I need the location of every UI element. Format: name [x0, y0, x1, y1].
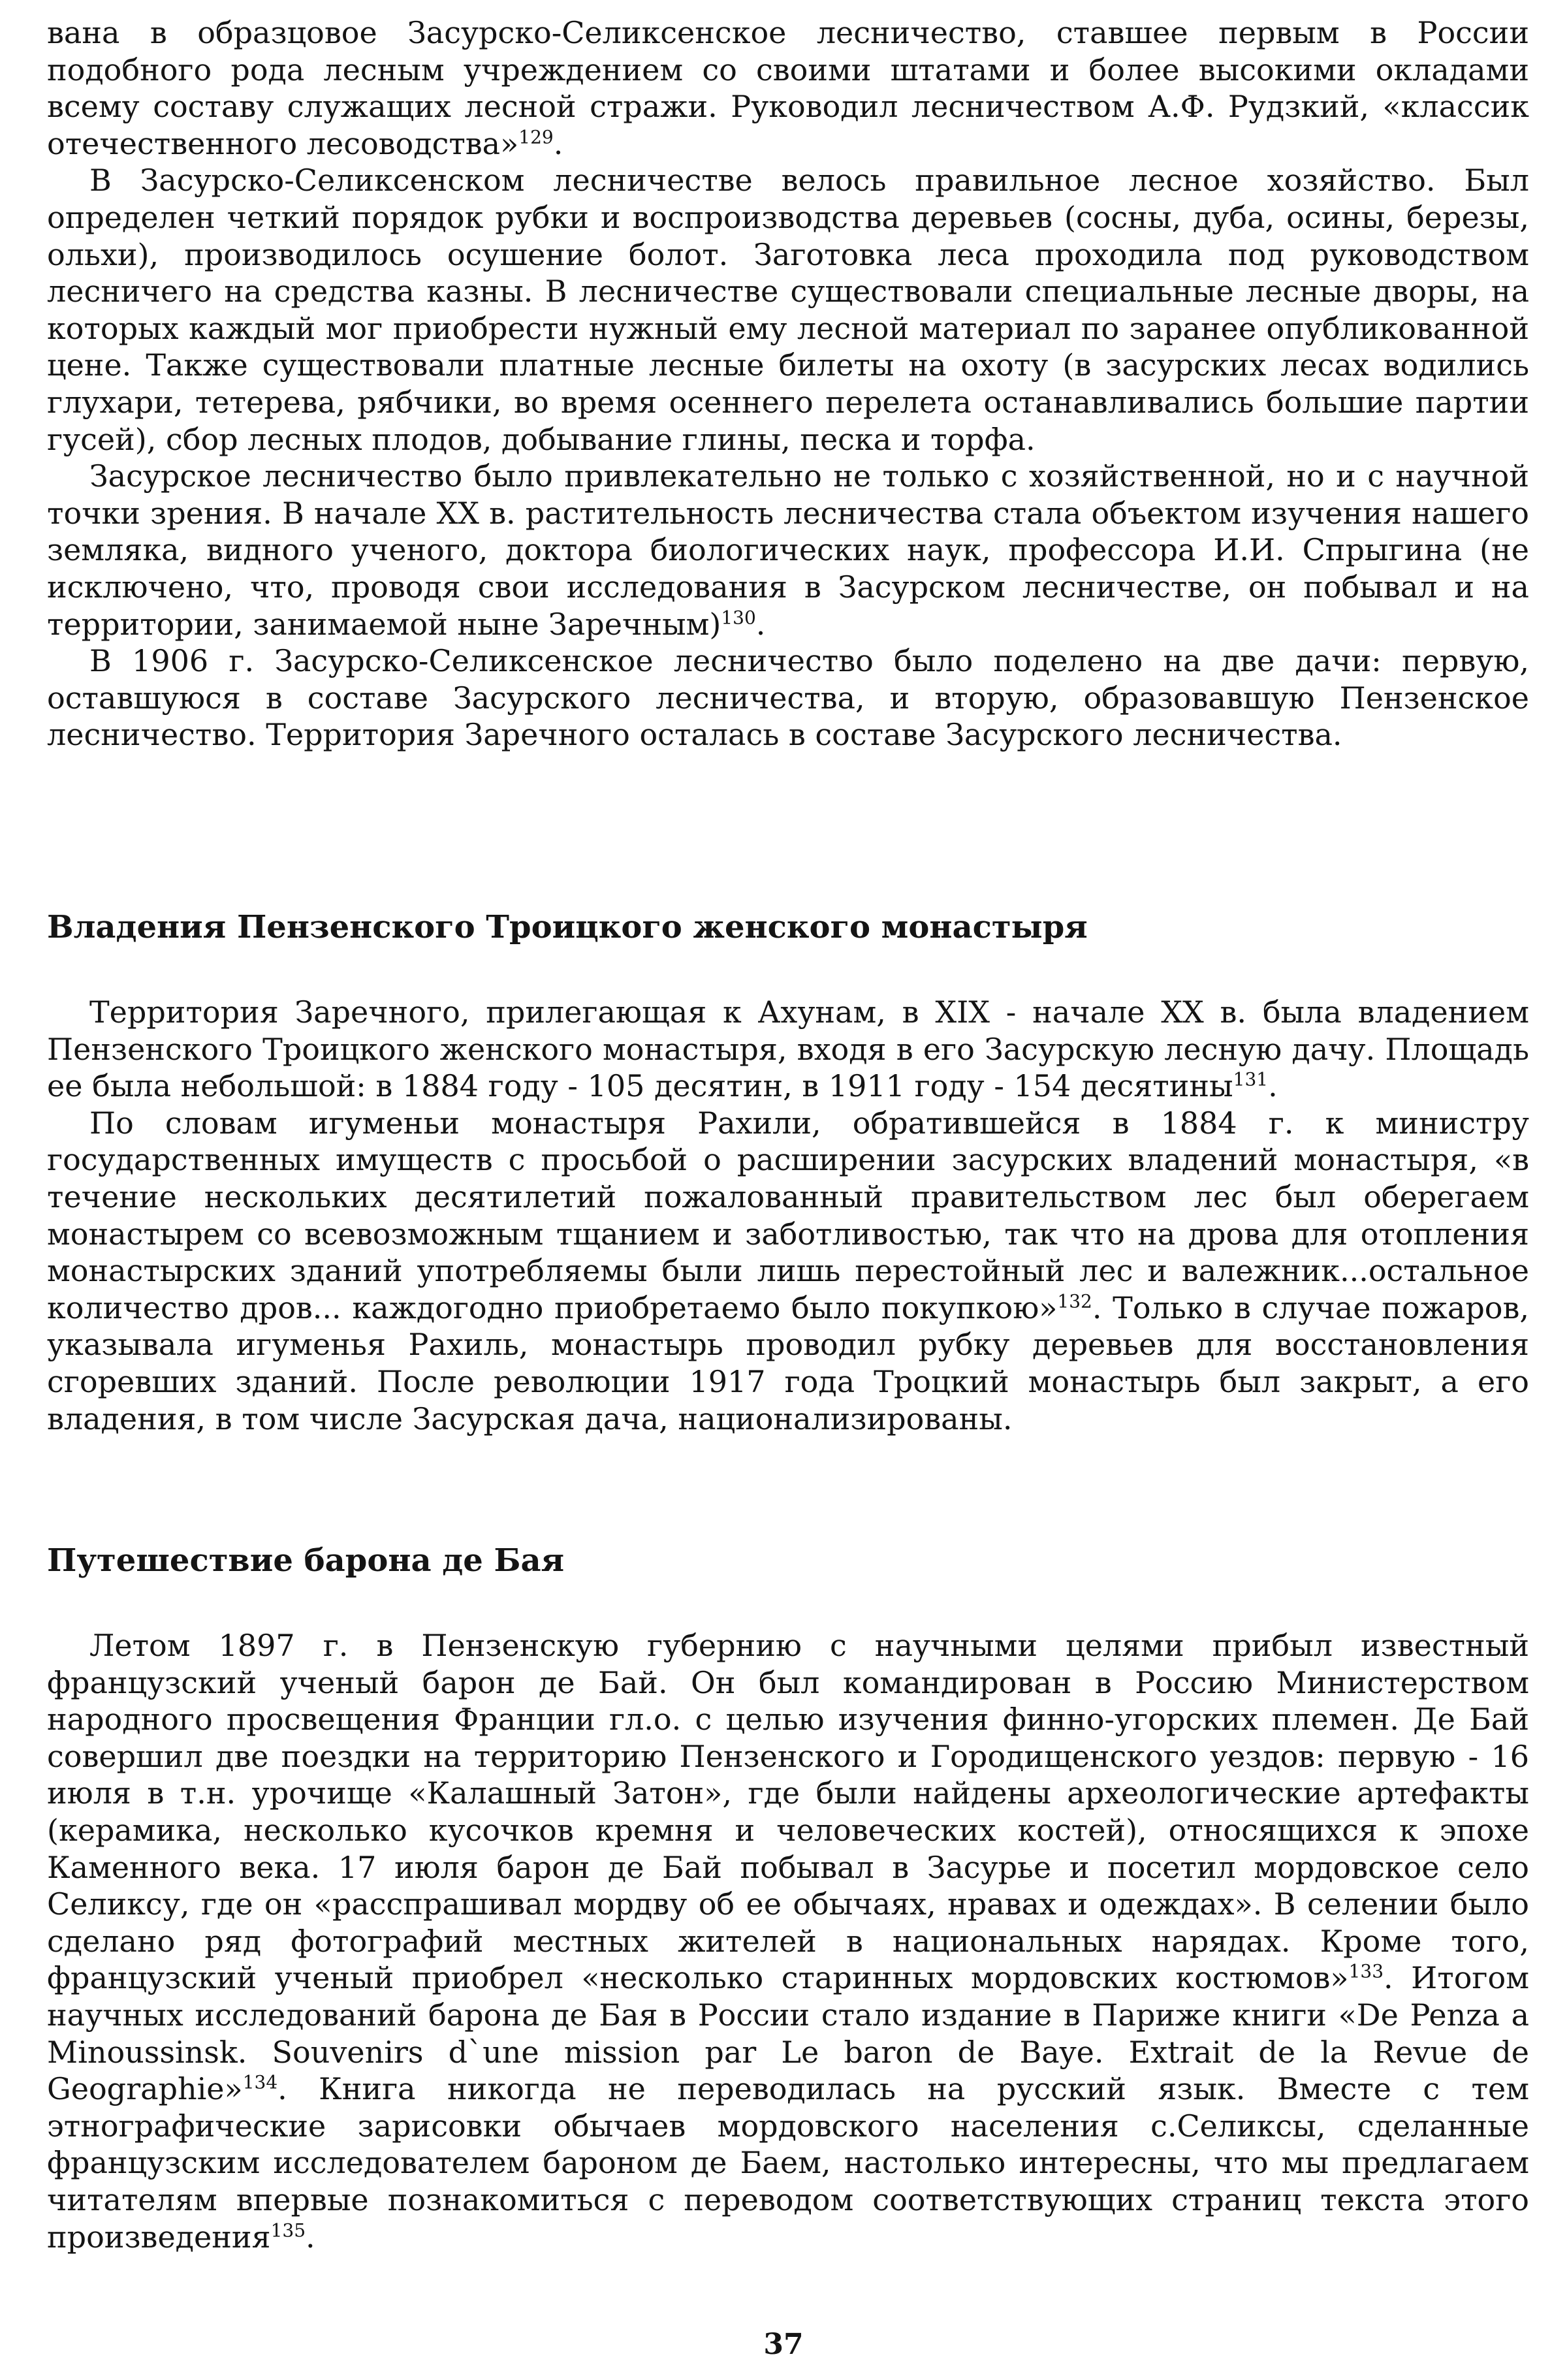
paragraph-baron-journey [47, 1627, 1529, 2255]
paragraph-text: Летом 1897 г. в Пензенскую губернию с научными целями прибыл известный французский ученый барон де Бай. Он был командирован в Россию Министерством народного просвещения Франции гл.о. с целью изучения финно-угорских племен. Де Бай совершил две поездки на территорию Пензенского и Городищенского уездов: первую - 16 июля в т.н. урочище «Калашный Затон», где были найдены археологические артефакты (керамика, несколько кусочков кремня и человеческих костей), относящихся к эпохе Каменного века. 17 июля барон де Бай побывал в Засурье и посетил мордовское село Селиксу, где он «расспрашивал мордву об ее обычаях, нравах и одеждах». В селении было сделано ряд фотографий местных жителей в национальных нарядах. Кроме того, французский ученый приобрел «несколько старинных мордовских костюмов» [47, 1628, 1529, 1996]
paragraph-text: . Только в случае пожаров, указывала игуменья Рахиль, монастырь проводил рубку деревьев для восстановления сгоревших зданий. После революции 1917 года Троцкий монастырь был закрыт, а его владения, в том числе Засурская дача, национализированы. [47, 1290, 1529, 1436]
footnote-ref-134: 134 [242, 2071, 278, 2093]
footnote-ref-130: 130 [721, 607, 756, 629]
footnote-ref-135: 135 [270, 2219, 306, 2242]
paragraph-text: вана в образцовое Засурско-Селиксенское лесничество, ставшее первым в России подобного рода лесным учреждением со своими штатами и более высокими окладами всему составу служащих лесной стражи. Руководил лесничеством А.Ф. Рудзкий, «классик отечественного лесоводства» [47, 15, 1529, 161]
paragraph-text: . [306, 2219, 315, 2255]
paragraph-division-1906: В 1906 г. Засурско-Селиксенское лесничество было поделено на две дачи: первую, оставшуюся в составе Засурского лесничества, и вторую, образовавшую Пензенское лесничество. Территория Заречного осталась в составе Засурского лесничества. [47, 643, 1529, 753]
paragraph-monastery-land [47, 994, 1529, 1105]
paragraph-text: . [1268, 1068, 1278, 1104]
paragraph-text: . [553, 125, 563, 161]
paragraph-scientific-interest [47, 458, 1529, 643]
paragraph-text: . Итогом научных исследований барона де Бая в России стало издание в Париже книги «De Penza a Minoussinsk. Souvenirs d`une mission par Le baron de Baye. Extrait de la Revue de Geographie» [47, 1960, 1529, 2107]
paragraph-text: Засурское лесничество было привлекательно не только с хозяйственной, но и с научной точки зрения. В начале XX в. растительность лесничества стала объектом изучения нашего земляка, видного ученого, доктора биологических наук, профессора И.И. Спрыгина (не исключено, что, проводя свои исследования в Засурском лесничестве, он побывал и на территории, занимаемой ныне Заречным) [47, 458, 1529, 642]
paragraph-text: По словам игуменьи монастыря Рахили, обратившейся в 1884 г. к министру государственных имуществ с просьбой о расширении засурских владений монастыря, «в течение нескольких десятилетий пожалованный правительством лес был оберегаем монастырем со всевозможным тщанием и заботливостью, так что на дрова для отопления монастырских зданий употребляемы были лишь перестойный лес и валежник...остальное количество дров... каждогодно приобретаемо было покупкою» [47, 1105, 1529, 1325]
paragraph-continuation [47, 14, 1529, 162]
footnote-ref-132: 132 [1057, 1290, 1092, 1312]
paragraph-text: . Книга никогда не переводилась на русский язык. Вместе с тем этнографические зарисовки обычаев мордовского населения с.Селиксы, сделанные французским исследователем бароном де Баем, настолько интересны, что мы предлагаем читателям впервые познакомиться с переводом соответствующих страниц текста этого произведения [47, 2071, 1529, 2255]
page-number: 37 [763, 2328, 804, 2361]
section-baron-de-baye [47, 1627, 1529, 2255]
section-forestry [47, 14, 1529, 754]
footnote-ref-131: 131 [1233, 1068, 1269, 1090]
footnote-ref-133: 133 [1348, 1961, 1384, 1983]
paragraph-text: Территория Заречного, прилегающая к Ахунам, в XIX - начале XX в. была владением Пензенского Троицкого женского монастыря, входя в его Засурскую лесную дачу. Площадь ее была небольшой: в 1884 году - 105 десятин, в 1911 году - 154 десятины [47, 994, 1529, 1104]
paragraph-abbess-rachel [47, 1105, 1529, 1437]
paragraph-text: . [755, 606, 766, 642]
heading-monastery: Владения Пензенского Троицкого женского монастыря [47, 909, 1088, 945]
footnote-ref-129: 129 [518, 126, 554, 148]
section-monastery [47, 994, 1529, 1437]
paragraph-forest-management: В Засурско-Селиксенском лесничестве велось правильное лесное хозяйство. Был определен четкий порядок рубки и воспроизводства деревьев (сосны, дуба, осины, березы, ольхи), производилось осушение болот. Заготовка леса проходила под руководством лесничего на средства казны. В лесничестве существовали специальные лесные дворы, на которых каждый мог приобрести нужный ему лесной материал по заранее опубликованной цене. Также существовали платные лесные билеты на охоту (в засурских лесах водились глухари, тетерева, рябчики, во время осеннего перелета останавливались большие партии гусей), сбор лесных плодов, добывание глины, песка и торфа. [47, 163, 1529, 457]
heading-baron-de-baye: Путешествие барона де Бая [47, 1542, 565, 1579]
